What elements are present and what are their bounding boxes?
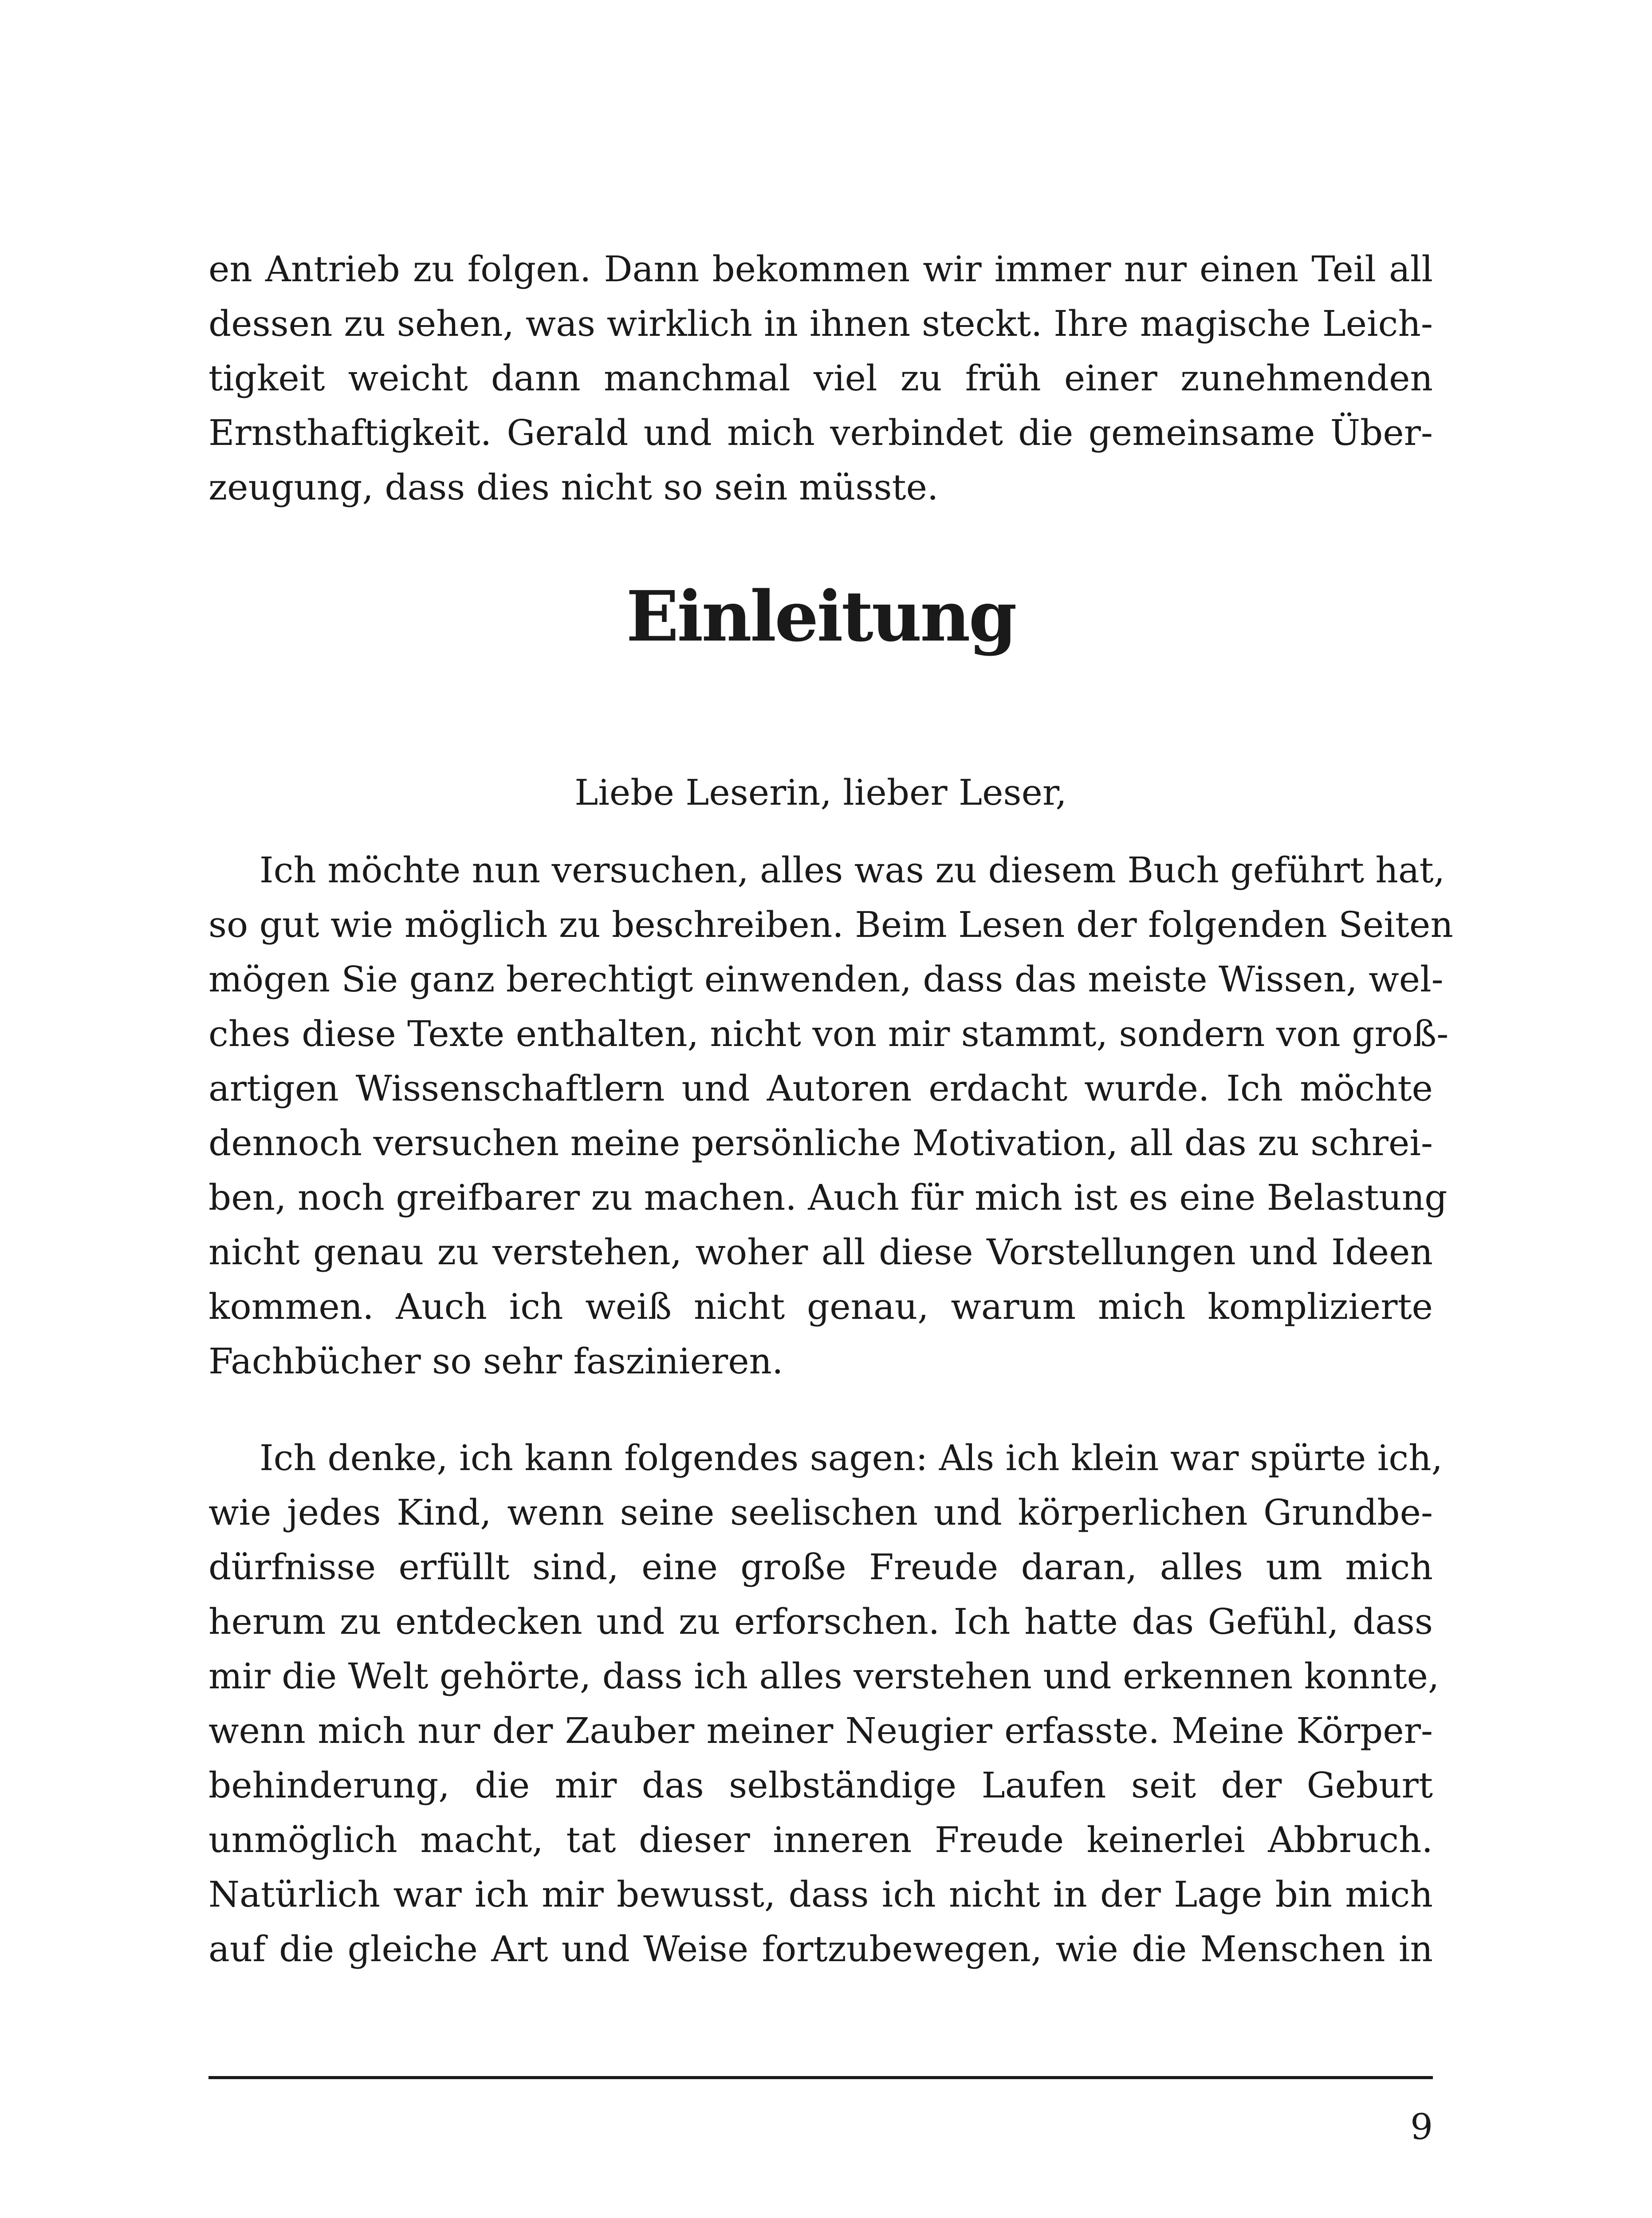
text-line: Natürlich war ich mir bewusst, dass ich nicht in der Lage bin mich bbox=[208, 1874, 1433, 1915]
text-line: tigkeit weicht dann manchmal viel zu früh einer zunehmenden bbox=[208, 358, 1433, 399]
text-line: Ich denke, ich kann folgendes sagen: Als ich klein war spürte ich, bbox=[260, 1437, 1443, 1479]
text-line: unmöglich macht, tat dieser inneren Freude keinerlei Abbruch. bbox=[208, 1819, 1433, 1860]
page-number: 9 bbox=[1410, 2106, 1433, 2147]
text-line: dürfnisse erfüllt sind, eine große Freude daran, alles um mich bbox=[208, 1546, 1433, 1588]
text-line: auf die gleiche Art und Weise fortzubewegen, wie die Menschen in bbox=[208, 1928, 1433, 1970]
text-line: dessen zu sehen, was wirklich in ihnen steckt. Ihre magische Leich- bbox=[208, 303, 1433, 344]
text-line: Ich möchte nun versuchen, alles was zu diesem Buch geführt hat, bbox=[260, 849, 1445, 891]
text-line: mögen Sie ganz berechtigt einwenden, dass das meiste Wissen, wel- bbox=[208, 959, 1444, 1000]
text-line: wenn mich nur der Zauber meiner Neugier erfasste. Meine Körper- bbox=[208, 1710, 1433, 1751]
text-line: Ernsthaftigkeit. Gerald und mich verbindet die gemeinsame Über- bbox=[208, 412, 1433, 453]
chapter-heading: Einleitung bbox=[626, 576, 1015, 657]
text-line: en Antrieb zu folgen. Dann bekommen wir immer nur einen Teil all bbox=[208, 248, 1433, 290]
text-line: so gut wie möglich zu beschreiben. Beim Lesen der folgenden Seiten bbox=[208, 904, 1453, 945]
text-line: ches diese Texte enthalten, nicht von mir stammt, sondern von groß- bbox=[208, 1013, 1449, 1054]
text-line: artigen Wissenschaftlern und Autoren erdacht wurde. Ich möchte bbox=[208, 1068, 1433, 1109]
text-line: herum zu entdecken und zu erforschen. Ich hatte das Gefühl, dass bbox=[208, 1601, 1433, 1642]
body-paragraph-2 bbox=[208, 1431, 1443, 1976]
text-line: nicht genau zu verstehen, woher all diese Vorstellungen und Ideen bbox=[208, 1231, 1433, 1273]
text-line: ben, noch greifbarer zu machen. Auch für mich ist es eine Belastung bbox=[208, 1177, 1447, 1218]
text-line: dennoch versuchen meine persönliche Motivation, all das zu schrei- bbox=[208, 1122, 1433, 1164]
body-paragraph-1 bbox=[208, 843, 1453, 1388]
text-line: mir die Welt gehörte, dass ich alles verstehen und erkennen konnte, bbox=[208, 1656, 1440, 1697]
text-line: behinderung, die mir das selbständige Laufen seit der Geburt bbox=[208, 1765, 1433, 1806]
text-line: Fachbücher so sehr faszinieren. bbox=[208, 1341, 783, 1382]
text-line: kommen. Auch ich weiß nicht genau, warum mich komplizierte bbox=[208, 1286, 1433, 1327]
intro-paragraph bbox=[208, 242, 1433, 515]
footer-divider bbox=[208, 2076, 1433, 2079]
text-line: zeugung, dass dies nicht so sein müsste. bbox=[208, 467, 939, 508]
salutation: Liebe Leserin, lieber Leser, bbox=[574, 772, 1067, 813]
text-line: wie jedes Kind, wenn seine seelischen und körperlichen Grundbe- bbox=[208, 1492, 1433, 1533]
